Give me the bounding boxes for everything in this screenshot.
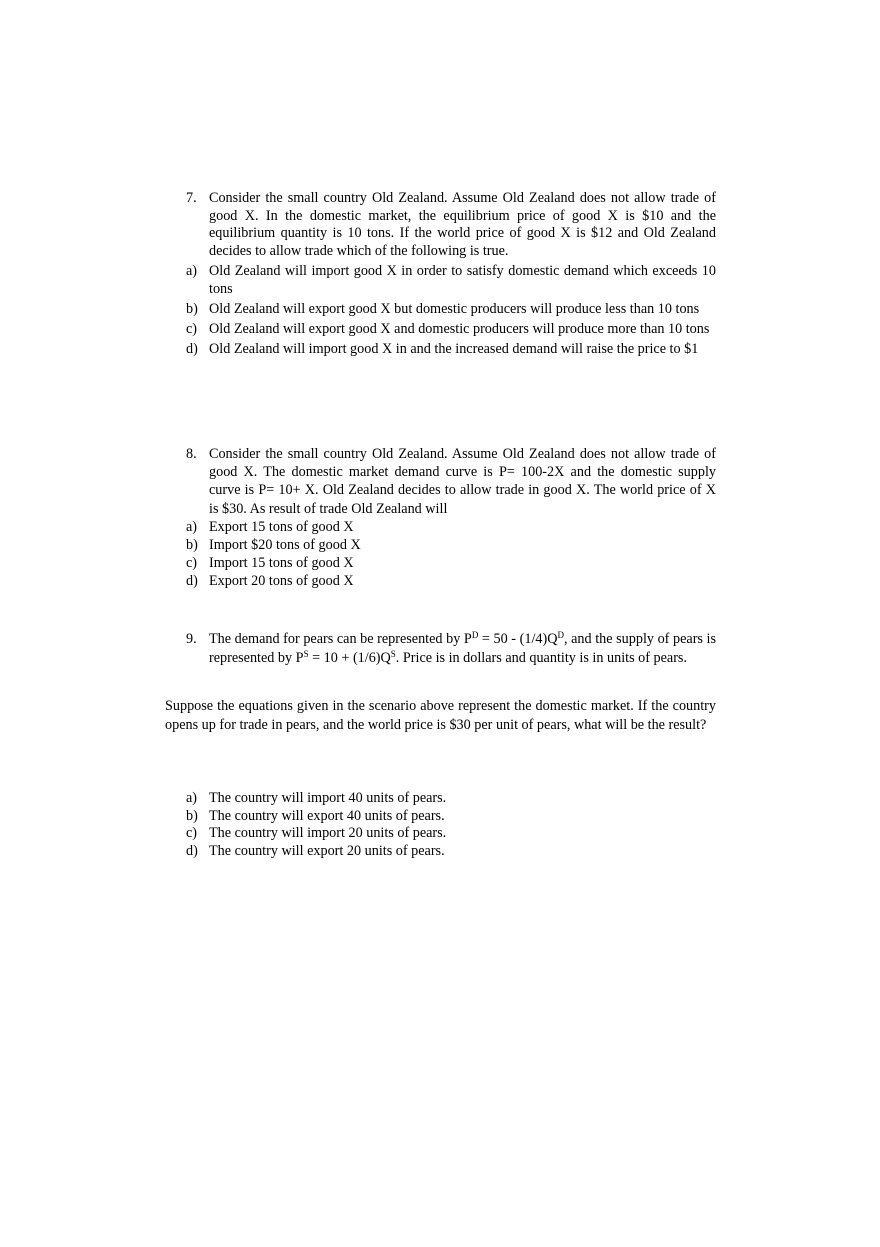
option-b: [186, 300, 716, 319]
option-a: [186, 790, 716, 808]
option-label: c): [186, 555, 198, 572]
question-8: [186, 445, 716, 591]
option-label: d): [186, 341, 198, 357]
question-7: [186, 190, 716, 359]
question-text: Consider the small country Old Zealand. Assume Old Zealand does not allow trade of good X. The domestic market demand curve is P= 100-2X and the domestic supply curve is P= 10+ X. Old Zealand decides to allow trade in good X. The world price of X is $30. As result of trade Old Zealand will: [209, 446, 716, 517]
superscript-d: D: [557, 630, 564, 640]
option-label: b): [186, 301, 198, 317]
option-text: Export 15 tons of good X: [209, 518, 354, 535]
option-label: a): [186, 262, 198, 279]
question-number: 8.: [186, 446, 197, 462]
option-b: [186, 536, 716, 554]
option-text: The country will import 40 units of pears.: [209, 790, 447, 806]
option-text: Old Zealand will import good X in and the increased demand will raise the price to $1: [209, 341, 699, 357]
option-label: b): [186, 807, 198, 824]
option-text: Old Zealand will export good X but domestic producers will produce less than 10 tons: [209, 301, 700, 317]
text-part: The demand for pears can be represented by P: [209, 631, 472, 647]
option-label: d): [186, 842, 198, 859]
option-c: [186, 320, 716, 339]
option-label: a): [186, 790, 198, 806]
option-d: [186, 572, 716, 590]
option-d: [186, 340, 716, 359]
option-text: Old Zealand will export good X and domestic producers will produce more than 10 tons: [209, 321, 710, 337]
option-label: b): [186, 537, 198, 554]
text-part: , and the supply of pears is represented by P: [209, 631, 717, 666]
text-part: . Price is in dollars and quantity is in units of pears.: [395, 650, 687, 666]
superscript-d: D: [471, 630, 479, 640]
option-d: [186, 843, 716, 861]
option-a: [186, 518, 716, 536]
question-text: Consider the small country Old Zealand. Assume Old Zealand does not allow trade of good X. In the domestic market, the equilibrium price of good X is $10 and the equilibrium quantity is 10 tons. If the world price of good X is $12 and Old Zealand decides to allow trade which of the following is true.: [209, 190, 716, 259]
option-label: c): [186, 321, 198, 337]
superscript-s: S: [303, 649, 309, 659]
option-text: Old Zealand will import good X in order to satisfy domestic demand which exceeds 10 tons: [209, 262, 716, 297]
option-label: c): [186, 825, 198, 841]
question-number: 7.: [186, 190, 197, 206]
option-label: a): [186, 518, 198, 535]
superscript-s: S: [390, 649, 396, 659]
option-c: [186, 554, 716, 572]
option-text: The country will import 20 units of pears.: [209, 825, 447, 841]
option-c: [186, 825, 716, 843]
question-9-options: [186, 790, 716, 860]
option-b: [186, 808, 716, 826]
option-text: Import 15 tons of good X: [209, 555, 354, 572]
option-a: [186, 262, 716, 299]
option-label: d): [186, 573, 198, 590]
question-9: [186, 630, 716, 668]
scenario-paragraph: Suppose the equations given in the scenario above represent the domestic market. If the country opens up for trade in pears, and the world price is $30 per unit of pears, what will be the result?: [165, 698, 716, 733]
option-text: The country will export 20 units of pears.: [209, 842, 445, 859]
question-number: 9.: [186, 631, 197, 647]
option-text: The country will export 40 units of pears.: [209, 807, 445, 824]
text-part: = 50 - (1/4)Q: [478, 631, 558, 647]
option-text: Export 20 tons of good X: [209, 573, 354, 590]
question-text: [209, 630, 716, 668]
option-text: Import $20 tons of good X: [209, 537, 361, 554]
text-part: = 10 + (1/6)Q: [308, 650, 391, 666]
